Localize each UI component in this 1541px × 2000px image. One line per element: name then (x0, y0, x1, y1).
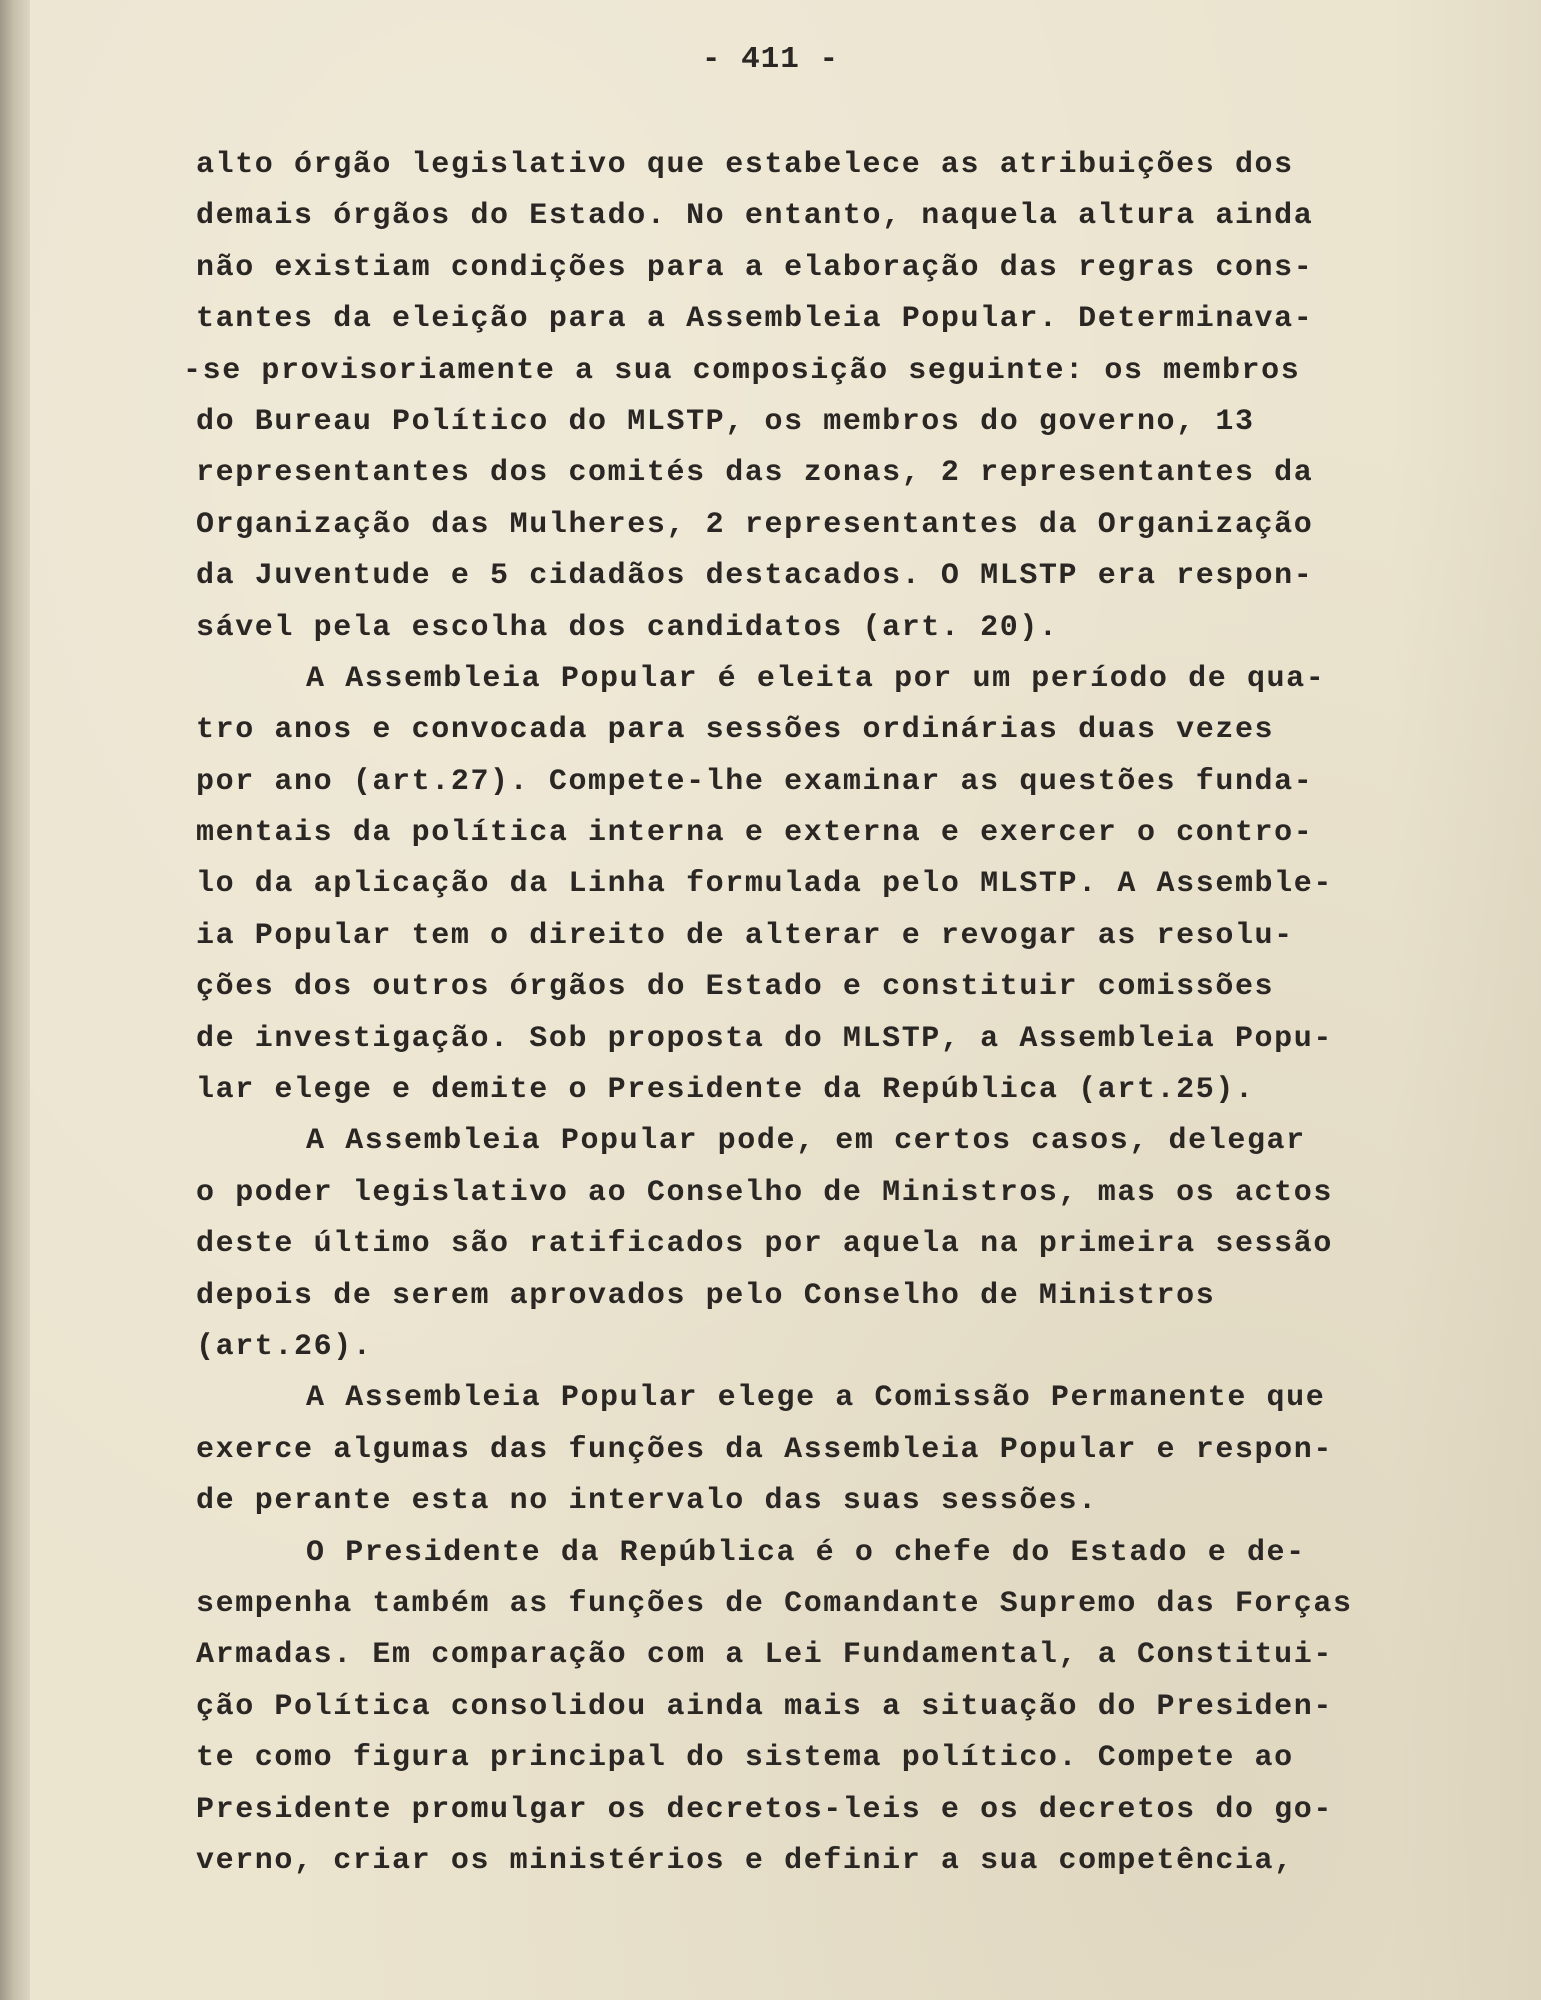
text-line: demais órgãos do Estado. No entanto, naquela altura ainda (196, 199, 1314, 234)
text-line: Armadas. Em comparação com a Lei Fundamental, a Constitui- (196, 1638, 1333, 1673)
page-number: - 411 - (701, 42, 840, 77)
text-line: ção Política consolidou ainda mais a situação do Presiden- (196, 1689, 1333, 1724)
text-line: exerce algumas das funções da Assembleia Popular e respon- (196, 1432, 1333, 1467)
text-line: de perante esta no intervalo das suas sessões. (196, 1484, 1098, 1519)
text-line: Presidente promulgar os decretos-leis e os decretos do go- (196, 1792, 1333, 1827)
text-line: (art.26). (196, 1329, 373, 1364)
paragraph-first-line: A Assembleia Popular é eleita por um período de qua- (306, 661, 1326, 696)
text-line: mentais da política interna e externa e exercer o contro- (196, 816, 1314, 851)
text-line: -se provisoriamente a sua composição seguinte: os membros (183, 353, 1301, 388)
text-line: alto órgão legislativo que estabelece as atribuições dos (196, 148, 1294, 182)
text-line: deste último são ratificados por aquela na primeira sessão (196, 1227, 1333, 1262)
text-line: ções dos outros órgãos do Estado e constituir comissões (196, 970, 1275, 1005)
page-binding-edge (0, 0, 30, 2000)
text-line: do Bureau Político do MLSTP, os membros do governo, 13 (196, 404, 1255, 439)
text-line: lo da aplicação da Linha formulada pelo MLSTP. A Assemble- (196, 867, 1333, 902)
text-line: tantes da eleição para a Assembleia Popular. Determinava- (196, 302, 1314, 337)
text-line: depois de serem aprovados pelo Conselho de Ministros (196, 1278, 1216, 1313)
text-line: sempenha também as funções de Comandante Supremo das Forças (196, 1586, 1353, 1621)
text-line: ia Popular tem o direito de alterar e revogar as resolu- (196, 918, 1294, 953)
text-line: o poder legislativo ao Conselho de Ministros, mas os actos (196, 1175, 1333, 1210)
text-line: tro anos e convocada para sessões ordinárias duas vezes (196, 713, 1275, 748)
text-line: por ano (art.27). Compete-lhe examinar as questões funda- (196, 764, 1314, 799)
text-line: representantes dos comités das zonas, 2 representantes da (196, 456, 1314, 491)
paragraph-first-line: O Presidente da República é o chefe do Estado e de- (306, 1535, 1306, 1570)
text-line: lar elege e demite o Presidente da República (art.25). (196, 1073, 1255, 1108)
text-line: Organização das Mulheres, 2 representantes da Organização (196, 507, 1314, 542)
paragraph-first-line: A Assembleia Popular elege a Comissão Permanente que (306, 1381, 1326, 1416)
text-line: não existiam condições para a elaboração das regras cons- (196, 250, 1314, 285)
text-line: de investigação. Sob proposta do MLSTP, a Assembleia Popu- (196, 1021, 1333, 1056)
body-text (183, 140, 1446, 1887)
text-line: da Juventude e 5 cidadãos destacados. O MLSTP era respon- (196, 559, 1314, 594)
text-line: te como figura principal do sistema político. Compete ao (196, 1741, 1294, 1776)
text-line: verno, criar os ministérios e definir a sua competência, (196, 1843, 1294, 1878)
text-line: sável pela escolha dos candidatos (art. 20). (196, 610, 1059, 645)
paragraph-first-line: A Assembleia Popular pode, em certos casos, delegar (306, 1124, 1306, 1159)
